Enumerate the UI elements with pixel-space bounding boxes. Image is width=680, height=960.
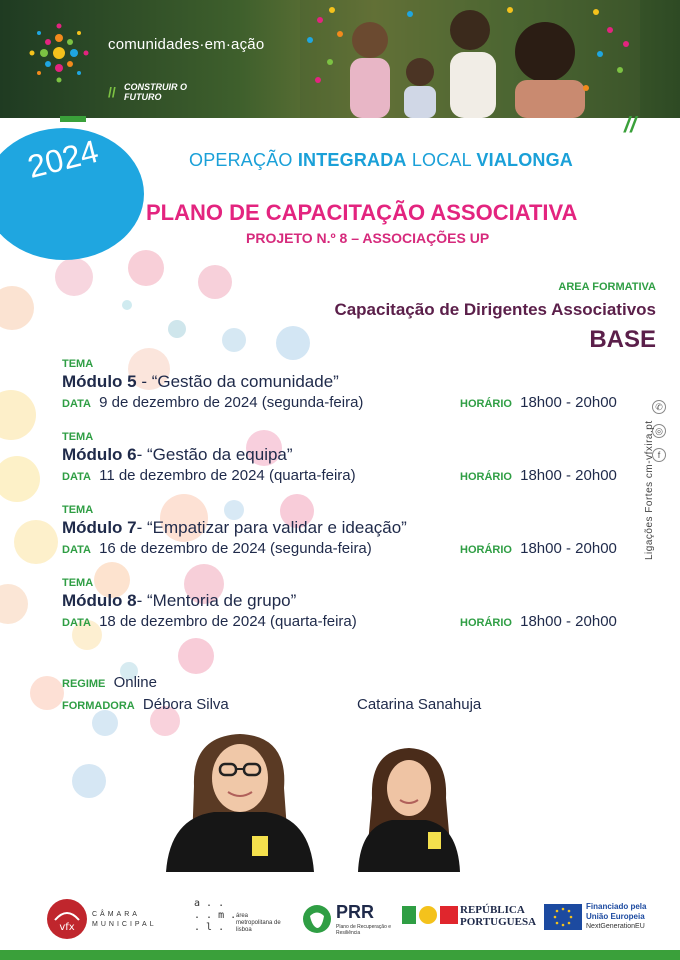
side-caption [644,420,655,560]
horario-label: HORÁRIO [460,471,512,483]
regime-label: REGIME [62,678,106,690]
module-name: “Gestão da equipa” [147,445,293,464]
module-schedule [62,613,662,633]
instagram-icon[interactable]: ◎ [652,424,666,438]
operation-bold-1: INTEGRADA [297,150,407,170]
data-label: DATA [62,617,91,629]
tema-label: TEMA [62,577,94,589]
module-title [62,591,662,613]
horario-label: HORÁRIO [460,398,512,410]
year-text: 2024 [24,132,102,185]
module-time-block [460,394,617,411]
horario-label: HORÁRIO [460,617,512,629]
module-time: 18h00 - 20h00 [520,394,617,411]
eu-line-1: Financiado pela [586,902,647,911]
trainer-2-name: Catarina Sanahuja [357,696,482,713]
plan-title: PLANO DE CAPACITAÇÃO ASSOCIATIVA [146,200,578,225]
data-label: DATA [62,471,91,483]
camara-municipal-logo-icon [46,898,88,940]
module-5 [62,358,662,414]
module-date: 9 de dezembro de 2024 (segunda-feira) [99,394,364,411]
eu-funding-text [586,902,646,932]
prr-logo-icon [302,904,332,934]
module-date: 18 de dezembro de 2024 (quarta-feira) [99,613,357,630]
module-time-block [460,540,617,557]
eu-line-2: União Europeia [586,912,645,921]
area-level: BASE [589,326,656,353]
operation-prefix: OPERAÇÃO [189,150,298,170]
formadora-line [62,696,229,713]
module-separator: - [136,372,152,391]
footer-logos [0,890,680,950]
module-time-block [460,467,617,484]
trainer-1-photo [164,726,316,872]
operation-middle: LOCAL [406,150,477,170]
side-caption-url[interactable]: cm-vfxira.pt [644,420,655,479]
eu-flag-icon [544,904,582,930]
module-name: “Gestão da comunidade” [151,372,339,391]
aml-text: área metropolitana de lisboa [236,913,281,933]
aml-logo-icon: a . . . . m . . l . [194,898,237,933]
side-caption-title: Ligações Fortes [644,481,655,560]
brand-name: comunidades·em·ação [108,36,265,53]
comunidades-logo-icon [24,18,94,88]
facebook-icon[interactable]: f [652,448,666,462]
regime-line [62,674,157,691]
horario-label: HORÁRIO [460,544,512,556]
module-title [62,372,662,394]
module-number: Módulo 6 [62,445,137,464]
whatsapp-icon[interactable]: ✆ [652,400,666,414]
module-name: “Mentoria de grupo” [147,591,297,610]
tema-label: TEMA [62,504,94,516]
module-date: 16 de dezembro de 2024 (segunda-feira) [99,540,372,557]
tema-label: TEMA [62,358,94,370]
module-schedule [62,540,662,560]
module-number: Módulo 5 [62,372,137,391]
regime-value: Online [113,674,157,691]
republica-portuguesa-flag-icon [402,904,458,926]
module-separator: - [136,518,147,537]
module-7 [62,504,662,560]
module-title [62,518,662,540]
module-time: 18h00 - 20h00 [520,540,617,557]
module-schedule [62,467,662,487]
operation-bold-2: VIALONGA [476,150,574,170]
tema-label: TEMA [62,431,94,443]
module-name: “Empatizar para validar e ideação” [147,518,407,537]
module-schedule [62,394,662,414]
green-accent-tab [60,116,86,122]
module-separator: - [136,591,147,610]
area-name: Capacitação de Dirigentes Associativos [334,300,656,319]
trainer-1-name: Débora Silva [142,696,229,713]
module-date: 11 de dezembro de 2024 (quarta-feira) [99,467,356,484]
prr-subtext: Plano de Recuperação e Resiliência [336,924,392,936]
module-time: 18h00 - 20h00 [520,613,617,630]
module-number: Módulo 7 [62,518,137,537]
operation-title [189,150,573,171]
module-number: Módulo 8 [62,591,137,610]
eu-line-3: NextGenerationEU [586,923,645,930]
module-6 [62,431,662,487]
module-separator: - [136,445,147,464]
footer-green-bar [0,950,680,960]
data-label: DATA [62,544,91,556]
formadora-label: FORMADORA [62,700,135,712]
prr-text: PRR [336,902,375,922]
module-time-block [460,613,617,630]
module-8 [62,577,662,633]
slash-accent-icon: // [624,112,637,137]
plan-subtitle: PROJETO N.º 8 – ASSOCIAÇÕES UP [246,230,490,246]
republica-text: REPÚBLICA PORTUGUESA [460,904,537,928]
area-label: AREA FORMATIVA [558,281,656,293]
data-label: DATA [62,398,91,410]
camara-badge-text: vfx [59,922,75,933]
trainer-2-photo [356,744,462,872]
people-photo-illustration [300,0,640,118]
module-title [62,445,662,467]
module-time: 18h00 - 20h00 [520,467,617,484]
tagline-mark-icon: // [108,84,116,100]
camara-municipal-text: CÂMARA MUNICIPAL [92,911,157,928]
brand-tagline: CONSTRUIR O FUTURO [124,82,187,102]
hero-banner [0,0,680,118]
